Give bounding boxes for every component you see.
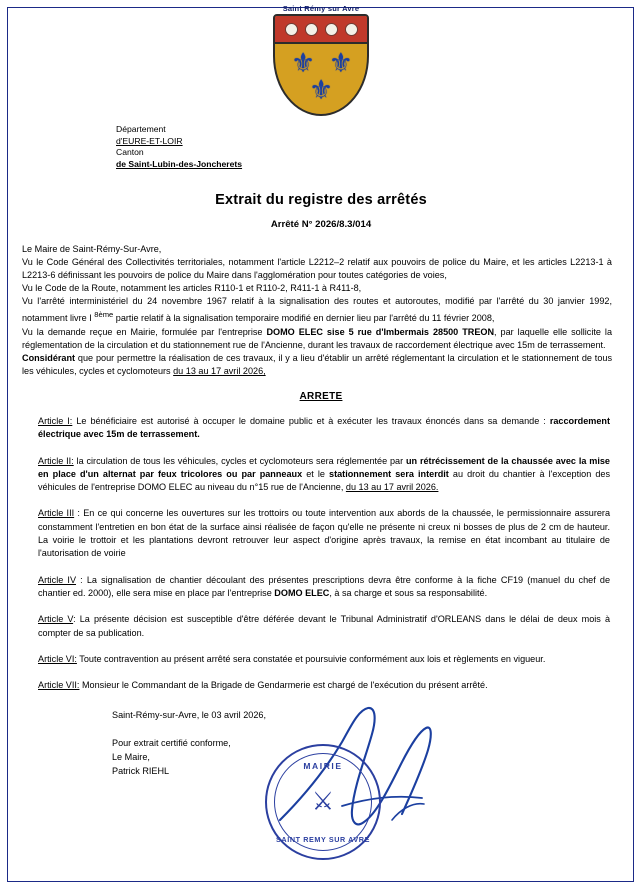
coat-of-arms-caption: Saint Rémy sur Avre [282,4,360,13]
preamble-dates: du 13 au 17 avril 2026, [173,365,266,376]
article-7-label: Article VII: [38,680,80,691]
preamble [22,243,620,378]
article-6-label: Article VI: [38,653,77,664]
page-title: Extrait du registre des arrêtés [215,192,427,208]
article-1-label: Article I: [38,415,73,426]
article-4-text-b: , à sa charge et sous sa responsabilité. [329,587,488,598]
article-2-dates: du 13 au 17 avril 2026. [345,482,439,493]
signature-block [22,708,620,845]
stamp-top-text: MAIRIE [303,761,343,772]
article-2-bold-1: un rétrécissement de la chaussée avec la mise en place d'un alternat par feux tricolores ou par panneaux [38,455,610,479]
preamble-line-4-exponent: 8ème [94,310,114,320]
preamble-line-5-b: , par laquelle elle sollicite la réglementation de la circulation et du stationnement rue de l'Ancienne, durant les travaux de raccordement électrique avec 15m de terrassement. [22,326,612,350]
header-address [116,124,620,170]
canton-label: Canton [116,147,144,157]
preamble-line-4-a: Vu l'arrêté interministériel du 24 novembre 1967 relatif à la signalisation des routes et autoroutes, modifié par l'arrêté du 30 janvier 1992, notamment livre I [22,296,612,324]
considerant-label: Considérant [22,352,76,363]
preamble-line-6 [22,352,612,378]
article-4-company: DOMO ELEC [274,587,330,598]
shield-icon: ⚜ ⚜ ⚜ [273,14,369,116]
article-4-label: Article IV [38,574,77,585]
preamble-line-4 [22,295,612,325]
decree-number: Arrêté N° 2026/8.3/014 [270,219,372,230]
article-2-text-b: et le [302,468,330,479]
article-6-text: Toute contravention au présent arrêté sera constatée et poursuivie conformément aux lois et règlements en vigueur. [76,653,546,664]
preamble-line-5-a: Vu la demande reçue en Mairie, formulée par l'entreprise [22,326,267,337]
preamble-line-2: Vu le Code Général des Collectivités territoriales, notamment l'article L2212–2 relatif aux pouvoirs de police du Maire, et les articles L2213-1 à L2213-6 définissant les pouvoirs de police du Maire dans l'agglomération pour toutes catégories de voies, [22,257,612,281]
article-2 [22,455,620,495]
article-7 [22,679,620,692]
company-name: DOMO ELEC sise 5 rue d'Imbermais 28500 TREON [266,326,495,337]
article-1 [22,415,620,442]
article-6 [22,653,620,666]
article-4 [22,574,620,601]
department-name: d'EURE-ET-LOIR [116,135,183,146]
signature-place-date: Saint-Rémy-sur-Avre, le 03 avril 2026, [112,710,266,721]
preamble-line-4-b: partie relatif à la signalisation temporaire modifié en dernier lieu par l'arrêté du 11 février 2008, [113,313,495,324]
article-7-text: Monsieur le Commandant de la Brigade de Gendarmerie est chargé de l'exécution du présent arrêté. [79,680,488,691]
preamble-line-5 [22,326,612,352]
article-2-bold-2: stationnement sera interdit [329,468,449,479]
signature-role: Le Maire, [112,752,150,763]
article-3 [22,507,620,560]
article-3-text: : En ce qui concerne les ouvertures sur les trottoirs ou toute intervention aux abords de la chaussée, le permissionnaire assurera constamment l'entretien en bon état de la surface ainsi réalisée de façon qu'elle ne présente ni creux ni bosses de plus de 2 cm de hauteur. La voirie le trottoir et les plantations devront retrouver leur aspect d'origine après travaux, la remise en état incombant au titulaire de l'autorisation de voirie [38,508,610,559]
article-2-label: Article II: [38,455,74,466]
signature-name: Patrick RIEHL [112,766,170,777]
article-1-bold: raccordement électrique avec 15m de terrassement. [38,415,610,440]
stamp-bottom-text: SAINT REMY SUR AVRE [276,835,370,845]
article-2-text-c: au droit du chantier à l'exception des véhicules de l'entreprise DOMO ELEC au niveau du n°15 rue de l'Ancienne, [38,468,610,493]
article-2-text-a: la circulation de tous les véhicules, cycles et cyclomoteurs sera réglementée par [73,455,406,466]
article-4-text-a: : La signalisation de chantier découlant des présentes prescriptions devra être conforme à la fiche CF19 (manuel du chef de chantier ed. 2000), elle sera mise en place par l'entreprise [38,574,610,598]
preamble-line-6-a: que pour permettre la réalisation de ces travaux, il y a lieu d'établir un arrêté réglementant la circulation et le stationnement de tous les véhicules, cycles et cyclomoteurs [22,352,612,376]
signature-certification: Pour extrait certifié conforme, [112,738,231,749]
canton-name: de Saint-Lubin-des-Joncherets [116,158,243,169]
stamp-emblem-icon: ⚔ [311,787,335,816]
article-5-text: : La présente décision est susceptible d'être déférée devant le Tribunal Administratif d'ORLEANS dans le délai de deux mois à compter de sa publication. [38,614,610,638]
preamble-line-3: Vu le Code de la Route, notamment les articles R110-1 et R110-2, R411-1 à R411-8, [22,283,362,294]
article-3-label: Article III [38,508,75,519]
official-stamp [265,744,381,860]
preamble-line-1: Le Maire de Saint-Rémy-Sur-Avre, [22,244,162,254]
article-5-label: Article V [38,614,74,625]
article-5 [22,613,620,640]
article-1-text: Le bénéficiaire est autorisé à occuper le domaine public et à exécuter les travaux énoncés dans sa demande : [72,415,550,426]
coat-of-arms [22,0,620,116]
document-content [22,0,620,889]
arrete-heading: ARRETE [299,390,343,402]
department-label: Département [116,124,166,134]
